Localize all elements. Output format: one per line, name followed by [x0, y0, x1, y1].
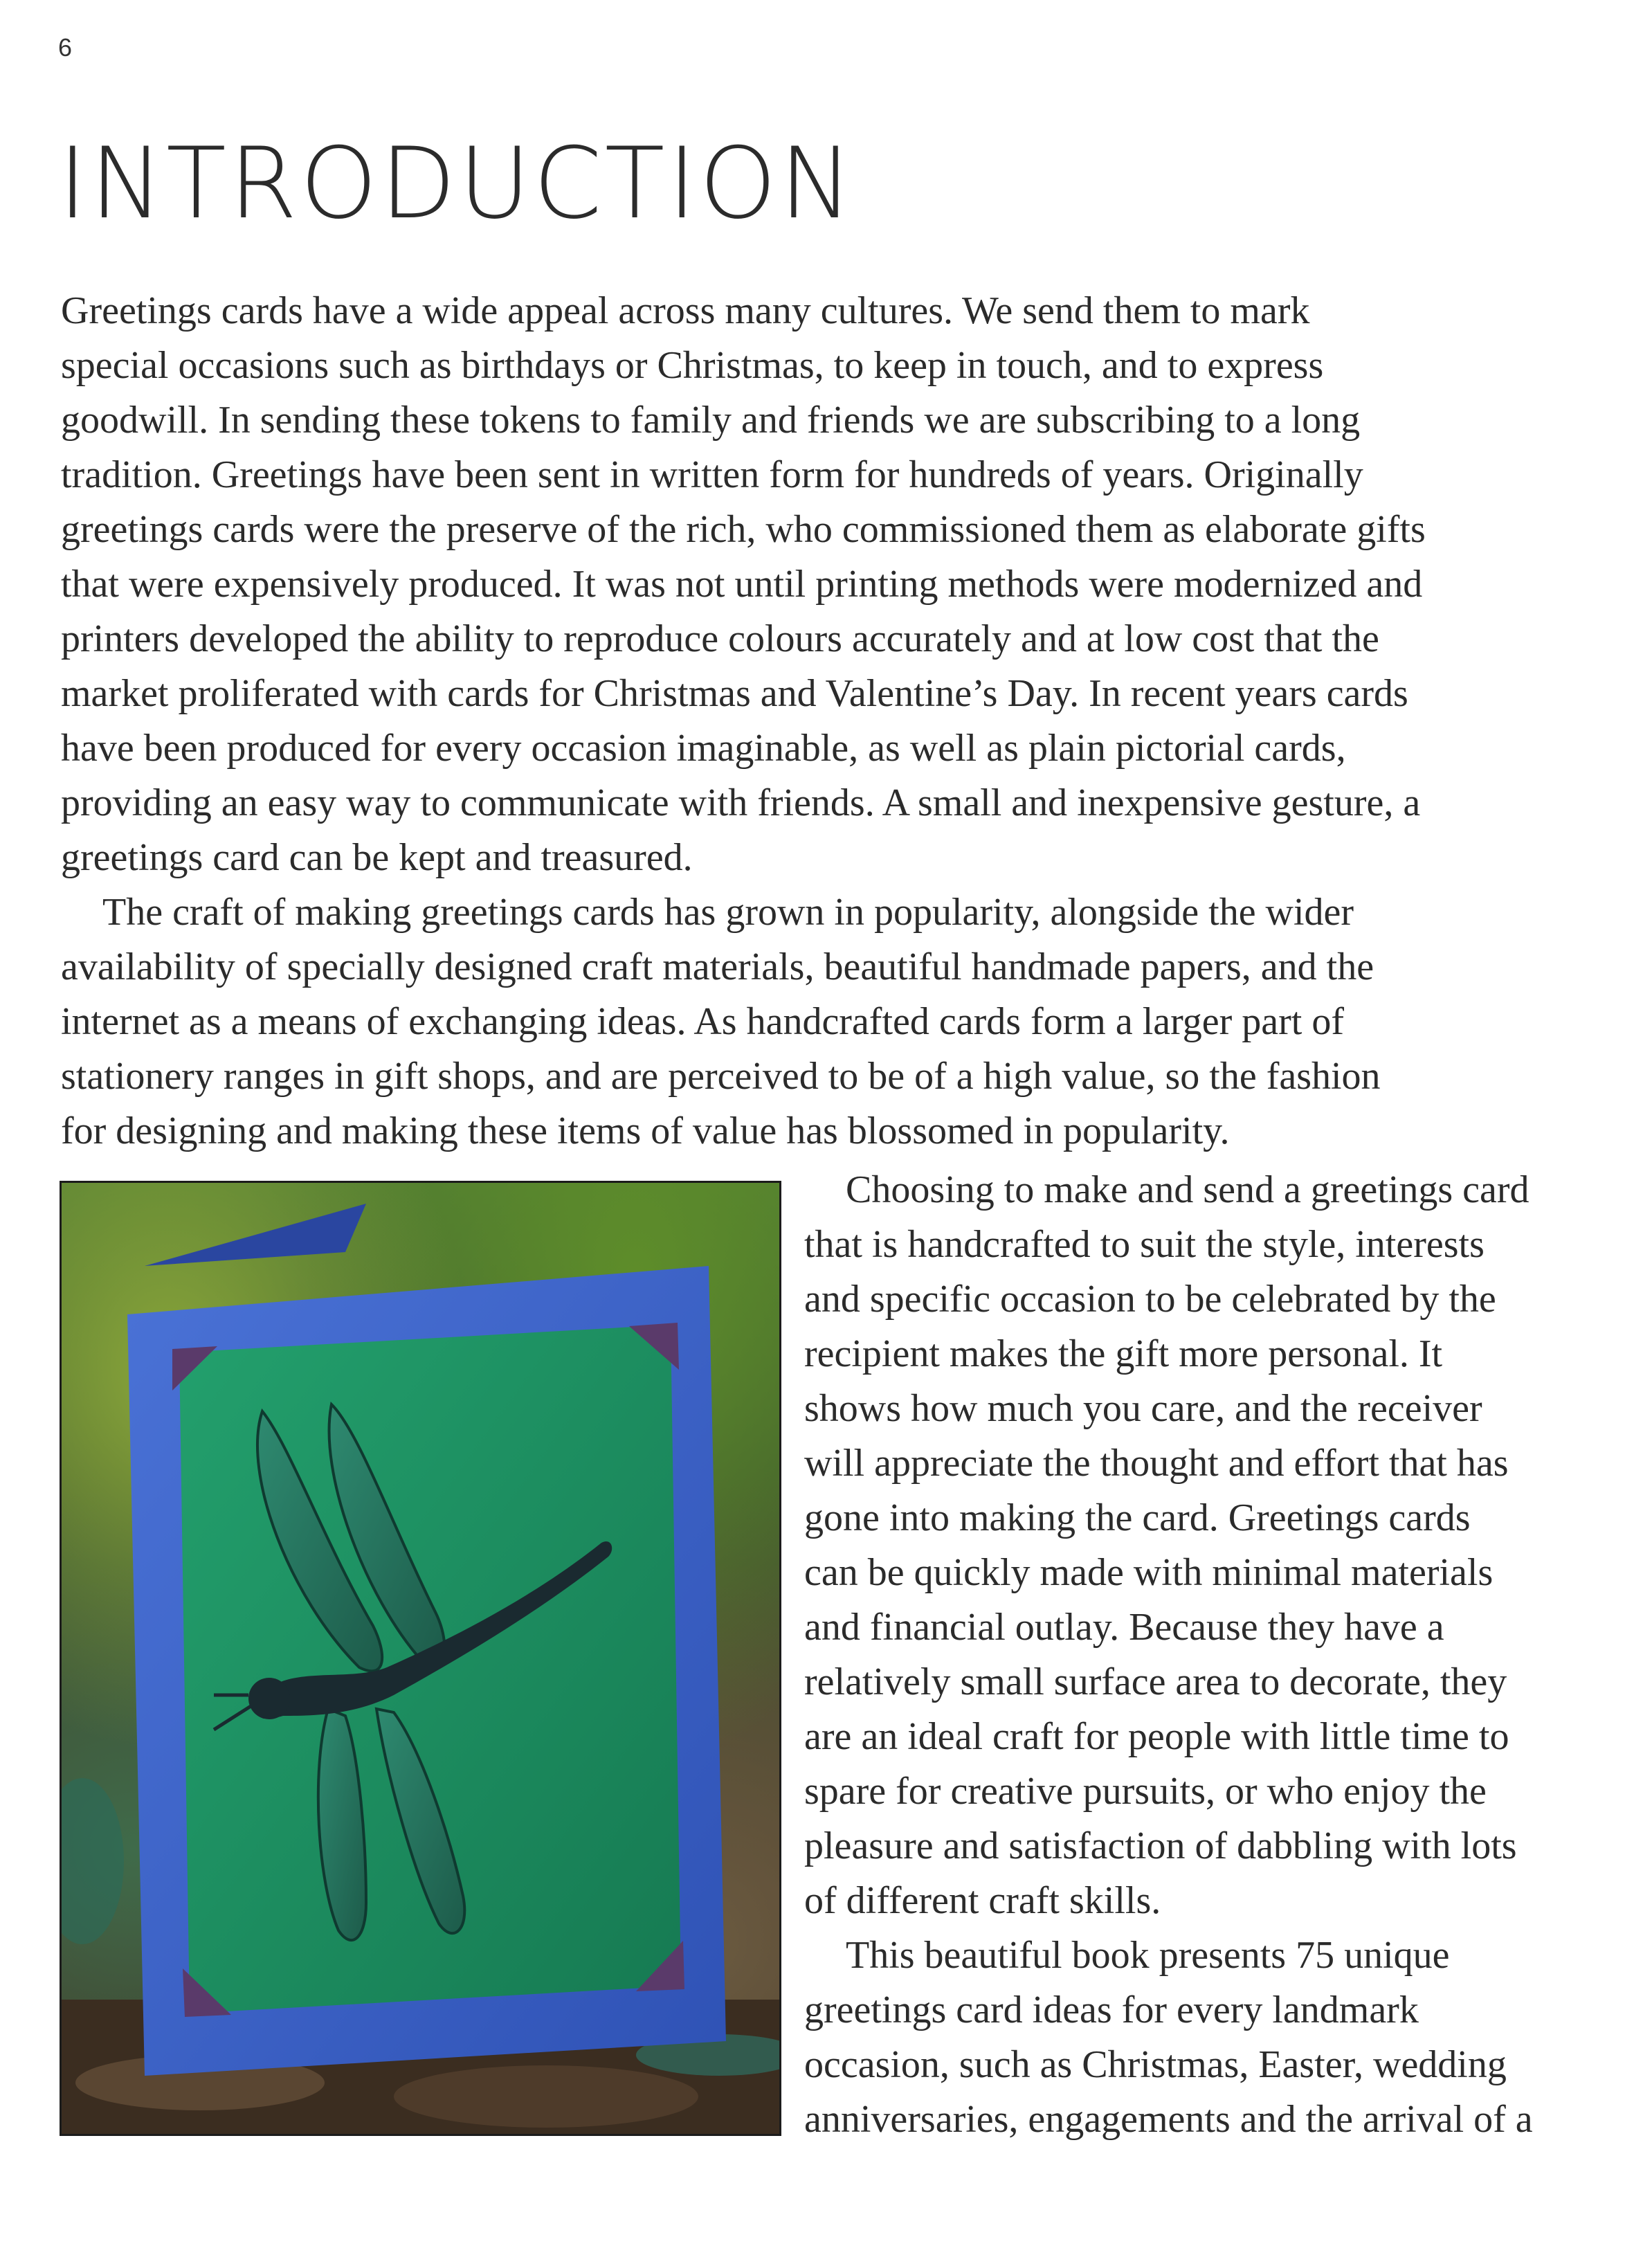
text-line: tradition. Greetings have been sent in written form for hundreds of years. Originally — [61, 453, 1363, 496]
text-line: Greetings cards have a wide appeal across many cultures. We send them to mark — [61, 289, 1310, 332]
text-line: availability of specially designed craft materials, beautiful handmade papers, and the — [61, 945, 1374, 988]
intro-text-block — [61, 284, 1639, 1159]
text-line: gone into making the card. Greetings cards — [804, 1496, 1471, 1539]
text-line: have been produced for every occasion imaginable, as well as plain pictorial cards, — [61, 727, 1346, 770]
page-title: INTRODUCTION — [58, 127, 856, 241]
text-line: goodwill. In sending these tokens to family and friends we are subscribing to a long — [61, 399, 1361, 442]
text-line: anniversaries, engagements and the arrival of a — [804, 2098, 1533, 2141]
text-line: greetings card can be kept and treasured. — [61, 836, 693, 879]
paragraph-4 — [804, 1928, 1631, 2147]
text-line: can be quickly made with minimal materials — [804, 1551, 1494, 1594]
side-text-block — [804, 1163, 1631, 2147]
text-line: occasion, such as Christmas, Easter, wedding — [804, 2043, 1507, 2086]
card-back-fold — [145, 1204, 366, 1266]
paragraph-2 — [61, 885, 1639, 1159]
dragonfly-card-illustration — [62, 1183, 779, 2134]
text-line: recipient makes the gift more personal. It — [804, 1332, 1443, 1375]
page-number: 6 — [58, 33, 73, 62]
paragraph-3 — [804, 1163, 1631, 1928]
paragraph-1 — [61, 284, 1639, 885]
text-line: internet as a means of exchanging ideas. As handcrafted cards form a larger part of — [61, 1000, 1344, 1043]
text-line: Choosing to make and send a greetings card — [846, 1168, 1530, 1211]
text-line: and financial outlay. Because they have a — [804, 1606, 1444, 1649]
text-line: for designing and making these items of value has blossomed in popularity. — [61, 1110, 1230, 1152]
text-line: This beautiful book presents 75 unique — [846, 1934, 1450, 1977]
text-line: The craft of making greetings cards has grown in popularity, alongside the wider — [102, 891, 1354, 934]
text-line: special occasions such as birthdays or Christmas, to keep in touch, and to express — [61, 344, 1324, 387]
text-line: and specific occasion to be celebrated by the — [804, 1278, 1496, 1321]
dragonfly-head — [248, 1678, 290, 1719]
text-line: that were expensively produced. It was not until printing methods were modernized and — [61, 563, 1423, 606]
dragonfly-card-photo — [60, 1181, 781, 2136]
text-line: market proliferated with cards for Christmas and Valentine’s Day. In recent years cards — [61, 672, 1408, 715]
text-line: pleasure and satisfaction of dabbling with lots — [804, 1824, 1517, 1867]
text-line: printers developed the ability to reproduce colours accurately and at low cost that the — [61, 617, 1379, 660]
text-line: greetings card ideas for every landmark — [804, 1989, 1419, 2031]
text-line: that is handcrafted to suit the style, interests — [804, 1223, 1485, 1266]
text-line: stationery ranges in gift shops, and are perceived to be of a high value, so the fashion — [61, 1055, 1381, 1098]
text-line: relatively small surface area to decorate, they — [804, 1660, 1507, 1703]
text-line: shows how much you care, and the receiver — [804, 1387, 1482, 1430]
text-line: spare for creative pursuits, or who enjoy the — [804, 1770, 1487, 1813]
text-line: will appreciate the thought and effort that has — [804, 1442, 1509, 1485]
text-line: of different craft skills. — [804, 1879, 1161, 1922]
text-line: greetings cards were the preserve of the rich, who commissioned them as elaborate gifts — [61, 508, 1426, 551]
text-line: are an ideal craft for people with little time to — [804, 1715, 1509, 1758]
text-line: providing an easy way to communicate with friends. A small and inexpensive gesture, a — [61, 781, 1421, 824]
